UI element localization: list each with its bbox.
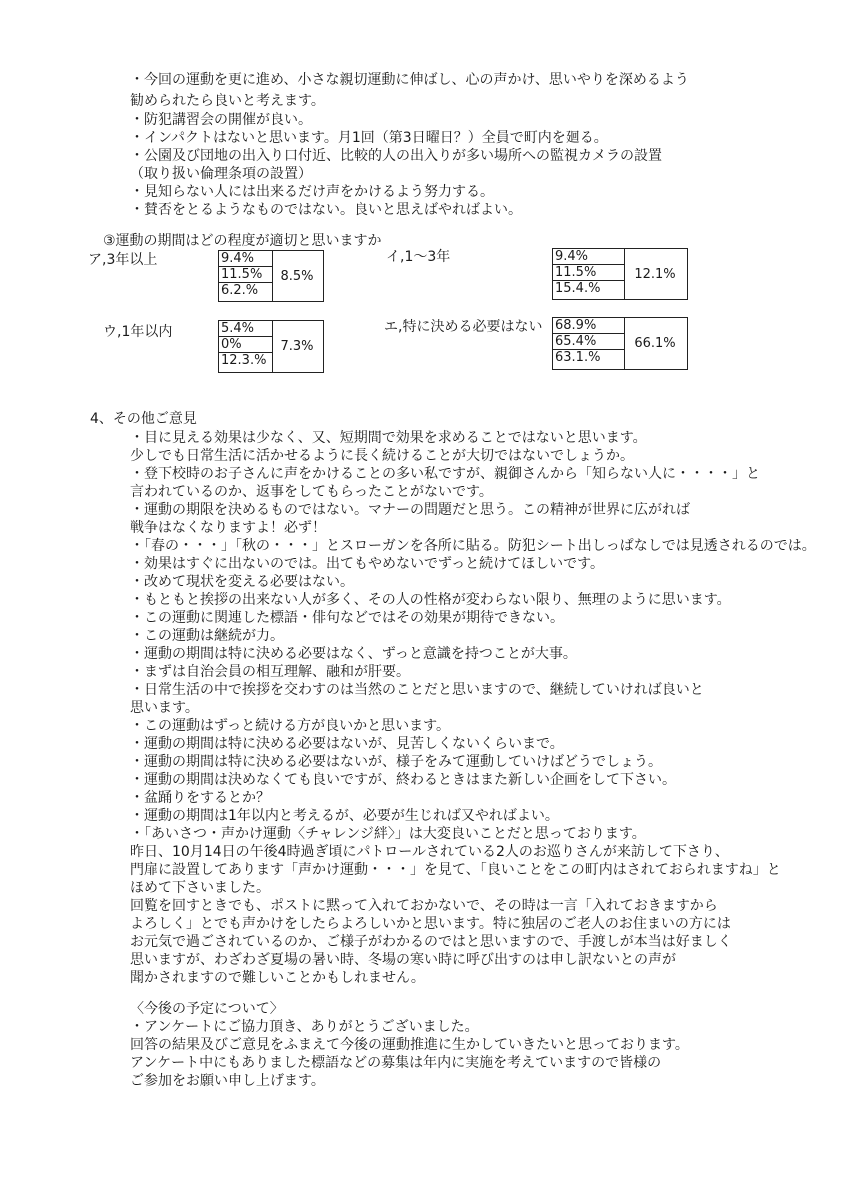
comment-line: 思います。 — [130, 700, 199, 716]
result-cell: 68.9% — [553, 318, 624, 334]
question3-title: ③運動の期間はどの程度が適切と思いますか — [103, 233, 382, 249]
result-total: 7.3% — [280, 339, 314, 354]
comment-line: 思いますが、わざわざ夏場の暑い時、冬場の寒い時に呼び出すのは申し訳ないとの声が — [130, 952, 676, 968]
comment-line: ・運動の期間は決めなくても良いですが、終わるときはまた新しい企画をして下さい。 — [130, 772, 676, 788]
schedule-line: アンケート中にもありました標語などの募集は年内に実施を考えていますので皆様の — [130, 1055, 662, 1071]
schedule-line: 回答の結果及びご意見をふまえて今後の運動推進に生かしていきたいと思っております。 — [130, 1037, 689, 1053]
comment-line: ・「春の・・・」「秋の・・・」とスローガンを各所に貼る。防犯シート出しっぱなしでは見透されるのでは。 — [130, 538, 816, 554]
comment-line: ・まずは自治会員の相互理解、融和が肝要。 — [130, 664, 410, 680]
comment-line: ・登下校時のお子さんに声をかけることの多い私ですが、親御さんから「知らない人に・・・・」と — [130, 466, 760, 482]
comment-line: 門扉に設置してあります「声かけ運動・・・」を見て、「良いことをこの町内はされておられますね」と — [130, 862, 781, 878]
comment-line: ・もともと挨拶の出来ない人が多く、その人の性格が変わらない限り、無理のように思います。 — [130, 592, 731, 608]
result-cell: 11.5% — [219, 267, 272, 283]
option-label: イ,1～3年 — [386, 249, 451, 265]
result-table — [552, 317, 688, 370]
option-label: ア,3年以上 — [88, 252, 158, 268]
comment-line: ・この運動は継続が力。 — [130, 628, 284, 644]
comment-line: よろしく」とでも声かけをしたらよろしいかと思います。特に独居のご老人のお住まいの方には — [130, 916, 731, 932]
option-label: エ,特に決める必要はない — [384, 319, 543, 335]
comment-line: お元気で過ごされているのか、ご様子がわかるのではと思いますので、手渡しが本当は好ましく — [130, 934, 732, 950]
comment-line: ・効果はすぐに出ないのでは。出てもやめないでずっと続けてほしいです。 — [130, 556, 605, 572]
result-total: 12.1% — [634, 266, 676, 282]
result-cell: 6.2.% — [221, 283, 259, 298]
result-cell: 0% — [219, 337, 272, 353]
option-label: ウ,1年以内 — [103, 324, 173, 340]
comment-line: 戦争はなくなりますよ！必ず！ — [130, 520, 326, 536]
comment-line: ・運動の期間は特に決める必要はないが、見苦しくないくらいまで。 — [130, 736, 564, 752]
comment-line: ・運動の期間は特に決める必要はないが、様子をみて運動していけばどうでしょう。 — [130, 754, 662, 770]
opinion-line: ・見知らない人には出来るだけ声をかけるよう努力する。 — [130, 184, 494, 200]
opinion-line: （取り扱い倫理条項の設置） — [130, 166, 312, 182]
comment-line: 聞かされますので難しいことかもしれません。 — [130, 970, 425, 986]
opinion-line: ・賛否をとるようなものではない。良いと思えばやればよい。 — [130, 202, 522, 218]
comment-line: ・この運動はずっと続ける方が良いかと思います。 — [130, 718, 451, 734]
comment-line: ・運動の期限を決めるものではない。マナーの問題だと思う。この精神が世界に広がれば — [130, 502, 690, 518]
comment-line: ・運動の期間は特に決める必要はなく、ずっと意識を持つことが大事。 — [130, 646, 577, 662]
comment-line: ・この運動に関連した標語・俳句などではその効果が期待できない。 — [130, 610, 564, 626]
comment-line: 回覧を回すときでも、ポストに黙って入れておかないで、その時は一言「入れておきますから — [130, 898, 718, 914]
section4-title: 4、その他ご意見 — [90, 411, 197, 427]
schedule-line: ・アンケートにご協力頂き、ありがとうございました。 — [130, 1019, 479, 1035]
result-table — [218, 250, 324, 302]
opinion-line: ・今回の運動を更に進め、小さな親切運動に伸ばし、心の声かけ、思いやりを深めるよう — [130, 72, 689, 88]
comment-line: ・改めて現状を変える必要はない。 — [130, 574, 354, 590]
schedule-title: 〈今後の予定について〉 — [130, 1001, 284, 1017]
result-cell: 11.5% — [553, 265, 624, 281]
result-cell: 12.3.% — [221, 353, 267, 368]
result-cell: 65.4% — [553, 334, 624, 350]
opinion-line: ・公園及び団地の出入り口付近、比較的人の出入りが多い場所への監視カメラの設置 — [130, 148, 662, 164]
result-cell: 63.1.% — [555, 350, 601, 365]
comment-line: ・目に見える効果は少なく、又、短期間で効果を求めることではないと思います。 — [130, 430, 647, 446]
result-table — [552, 248, 688, 300]
comment-line: ほめて下さいました。 — [130, 880, 270, 896]
comment-line: ・盆踊りをするとか？ — [130, 790, 270, 806]
comment-line: ・「あいさつ・声かけ運動〈チャレンジ絆〉」は大変良いことだと思っております。 — [130, 826, 646, 842]
opinion-line: ・インパクトはないと思います。月1回（第3日曜日？）全員で町内を廻る。 — [130, 130, 608, 146]
result-cell: 9.4% — [219, 251, 272, 267]
result-cell: 15.4.% — [555, 281, 601, 296]
opinion-line: 勧められたら良いと考えます。 — [130, 93, 325, 109]
comment-line: 昨日、10月14日の午後4時過ぎ頃にパトロールされている2人のお巡りさんが来訪して下さり、 — [130, 844, 729, 860]
result-cell: 9.4% — [553, 249, 624, 265]
opinion-line: ・防犯講習会の開催が良い。 — [130, 112, 312, 128]
result-table — [218, 320, 324, 373]
comment-line: ・日常生活の中で挨拶を交わすのは当然のことだと思いますので、継続していければ良いと — [130, 682, 704, 698]
result-cell: 5.4% — [219, 321, 272, 337]
result-total: 66.1% — [634, 336, 676, 351]
comment-line: 言われているのか、返事をしてもらったことがないです。 — [130, 484, 493, 500]
comment-line: ・運動の期間は1年以内と考えるが、必要が生じれば又やればよい。 — [130, 808, 559, 824]
schedule-line: ご参加をお願い申し上げます。 — [130, 1073, 325, 1089]
comment-line: 少しでも日常生活に活かせるように長く続けることが大切ではないでしょうか。 — [130, 448, 634, 464]
result-total: 8.5% — [280, 268, 314, 284]
